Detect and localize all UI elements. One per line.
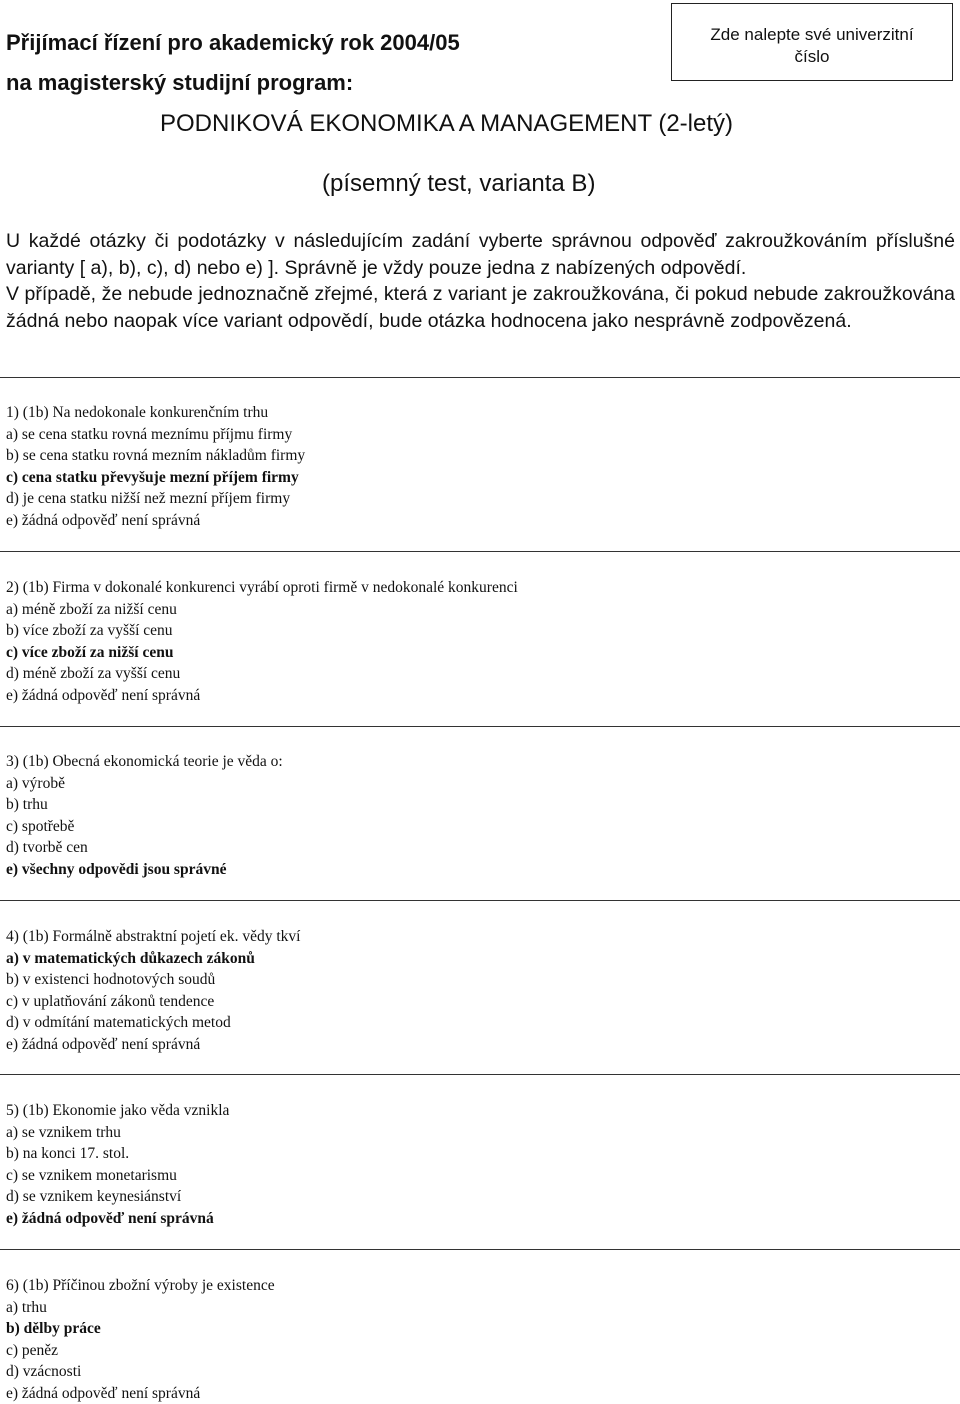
answer-option[interactable]: e) všechny odpovědi jsou správné	[6, 860, 227, 878]
answer-option[interactable]: d) v odmítání matematických metod	[6, 1014, 231, 1031]
question-3	[6, 751, 946, 880]
question-1	[6, 402, 946, 531]
answer-option[interactable]: e) žádná odpověď není správná	[6, 1384, 201, 1402]
answer-option[interactable]: c) cena statku převyšuje mezní příjem firmy	[6, 468, 299, 486]
answer-option[interactable]: d) tvorbě cen	[6, 839, 88, 856]
question-5	[6, 1100, 946, 1229]
divider	[0, 726, 960, 727]
university-id-box	[671, 3, 953, 81]
answer-option[interactable]: a) se vznikem trhu	[6, 1123, 121, 1141]
question-text: 4) (1b) Formálně abstraktní pojetí ek. vědy tkví	[6, 928, 301, 945]
question-text: 1) (1b) Na nedokonale konkurenčním trhu	[6, 404, 269, 421]
answer-option[interactable]: c) se vznikem monetarismu	[6, 1166, 177, 1184]
answer-option[interactable]: d) je cena statku nižší než mezní příjem firmy	[6, 490, 291, 507]
answer-option[interactable]: a) trhu	[6, 1298, 47, 1316]
divider	[0, 377, 960, 378]
divider	[0, 551, 960, 552]
answer-option[interactable]: c) spotřebě	[6, 817, 75, 835]
instructions	[6, 228, 955, 334]
answer-option[interactable]: a) v matematických důkazech zákonů	[6, 949, 255, 967]
answer-option[interactable]: c) peněz	[6, 1341, 59, 1359]
exam-subtitle: na magisterský studijní program:	[6, 70, 354, 95]
answer-option[interactable]: b) v existenci hodnotových soudů	[6, 971, 216, 988]
question-4	[6, 926, 946, 1055]
answer-option[interactable]: e) žádná odpověď není správná	[6, 511, 201, 529]
divider	[0, 1074, 960, 1075]
divider	[0, 900, 960, 901]
question-2	[6, 577, 946, 706]
answer-option[interactable]: b) trhu	[6, 796, 48, 813]
answer-option[interactable]: e) žádná odpověď není správná	[6, 686, 201, 704]
id-box-label-line1: Zde nalepte své univerzitní	[710, 25, 914, 44]
answer-option[interactable]: d) vzácnosti	[6, 1363, 82, 1380]
answer-option[interactable]: c) v uplatňování zákonů tendence	[6, 992, 215, 1010]
answer-option[interactable]: a) výrobě	[6, 774, 65, 792]
answer-option[interactable]: d) se vznikem keynesiánství	[6, 1188, 182, 1205]
question-6	[6, 1275, 946, 1404]
program-name: PODNIKOVÁ EKONOMIKA A MANAGEMENT (2-letý)	[160, 110, 734, 137]
exam-title: Přijímací řízení pro akademický rok 2004/05	[6, 30, 460, 55]
question-text: 5) (1b) Ekonomie jako věda vznikla	[6, 1102, 230, 1119]
answer-option[interactable]: b) na konci 17. stol.	[6, 1145, 130, 1162]
answer-option[interactable]: b) dělby práce	[6, 1320, 101, 1337]
answer-option[interactable]: e) žádná odpověď není správná	[6, 1035, 201, 1053]
instructions-paragraph-1: U každé otázky či podotázky v následujícím zadání vyberte správnou odpověď zakroužkováním příslušné varianty [ a), b), c), d) nebo e) ]. Správně je vždy pouze jedna z nabízených odpovědí.	[6, 230, 955, 279]
id-box-label-line2: číslo	[794, 47, 830, 66]
instructions-paragraph-2: V případě, že nebude jednoznačně zřejmé, která z variant je zakroužkována, či pokud nebude zakroužkována žádná nebo naopak více variant odpovědí, bude otázka hodnocena jako nesprávně zodpovězená.	[6, 283, 955, 332]
question-text: 2) (1b) Firma v dokonalé konkurenci vyrábí oproti firmě v nedokonalé konkurenci	[6, 579, 518, 596]
question-text: 3) (1b) Obecná ekonomická teorie je věda o:	[6, 753, 283, 770]
divider	[0, 1249, 960, 1250]
answer-option[interactable]: a) méně zboží za nižší cenu	[6, 600, 177, 618]
answer-option[interactable]: b) se cena statku rovná mezním nákladům firmy	[6, 447, 306, 464]
answer-option[interactable]: a) se cena statku rovná meznímu příjmu firmy	[6, 425, 293, 443]
answer-option[interactable]: c) více zboží za nižší cenu	[6, 643, 174, 661]
answer-option[interactable]: b) více zboží za vyšší cenu	[6, 622, 173, 639]
answer-option[interactable]: d) méně zboží za vyšší cenu	[6, 665, 181, 682]
question-text: 6) (1b) Příčinou zbožní výroby je existence	[6, 1277, 275, 1294]
test-variant-title: (písemný test, varianta B)	[322, 170, 596, 197]
answer-option[interactable]: e) žádná odpověď není správná	[6, 1209, 214, 1227]
